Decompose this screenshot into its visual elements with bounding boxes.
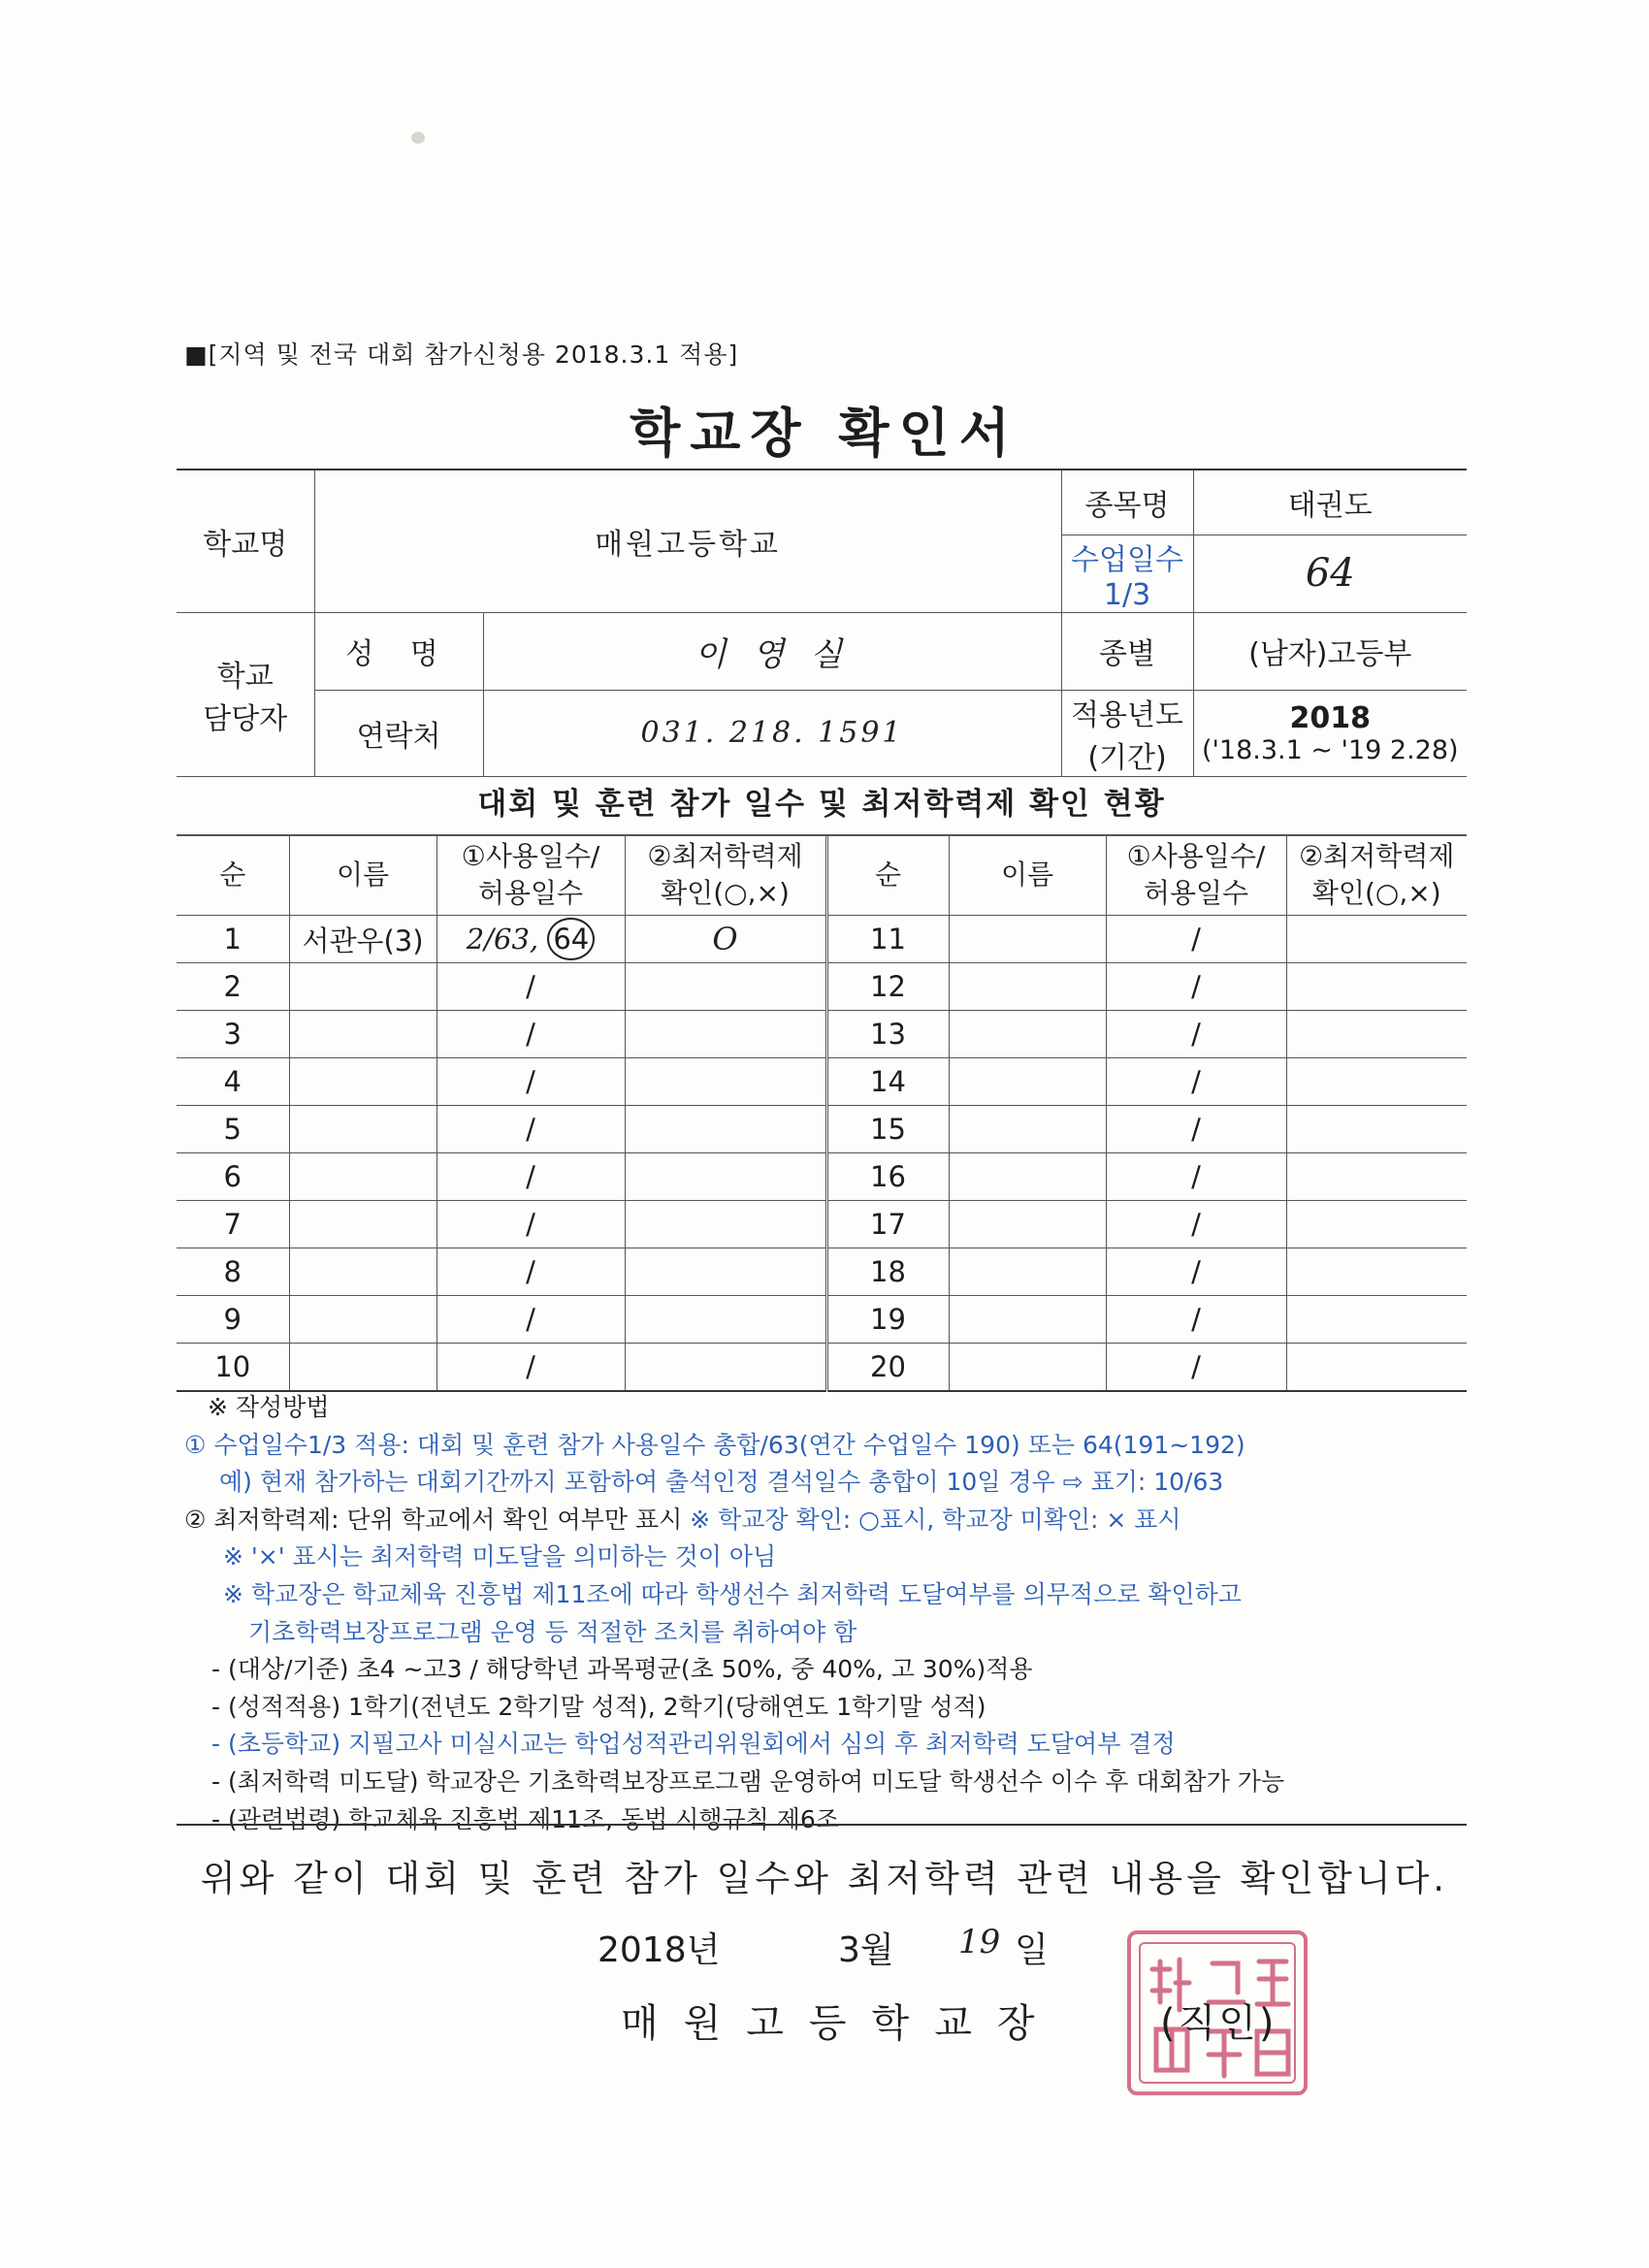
guide-detail-grades: - (성적적용) 1학기(전년도 2학기말 성적), 2학기(당해연도 1학기말 성적) <box>211 1692 986 1721</box>
min-academic-check <box>625 1011 826 1058</box>
table-row <box>177 1153 1467 1201</box>
days-used: / <box>436 1153 625 1201</box>
athlete-name <box>949 1011 1106 1058</box>
days-used: / <box>436 963 625 1011</box>
days-used: / <box>1106 916 1286 963</box>
row-number: 12 <box>826 963 949 1011</box>
row-number: 2 <box>177 963 289 1011</box>
row-number: 11 <box>826 916 949 963</box>
row-number: 20 <box>826 1344 949 1392</box>
date-year: 2018년 <box>598 1930 721 1970</box>
school-value: 매원고등학교 <box>314 470 1061 612</box>
athlete-name <box>949 1106 1106 1153</box>
guide-detail-target: - (대상/기준) 초4 ~고3 / 해당학년 과목평균(초 50%, 중 40%, 고 30%)적용 <box>211 1655 1033 1684</box>
row-number: 17 <box>826 1201 949 1248</box>
row-number: 5 <box>177 1106 289 1153</box>
days-used: / <box>436 1058 625 1106</box>
paper-speck <box>411 132 425 144</box>
table-row <box>177 1011 1467 1058</box>
min-academic-check <box>625 1153 826 1201</box>
info-table <box>177 469 1467 777</box>
athlete-name <box>949 1153 1106 1201</box>
guide-item-1-example: 예) 현재 참가하는 대회기간까지 포함하여 출석인정 결석일수 총합이 10일 경우 ⇨ 표기: 10/63 <box>219 1468 1224 1497</box>
table-row <box>177 1058 1467 1106</box>
status-heading: 대회 및 훈련 참가 일수 및 최저학력제 확인 현황 <box>177 774 1467 836</box>
athlete-name <box>949 963 1106 1011</box>
min-academic-check <box>625 1248 826 1296</box>
athlete-name <box>949 916 1106 963</box>
min-academic-check <box>1286 1344 1467 1392</box>
days-used: / <box>436 1296 625 1344</box>
event-value: 태권도 <box>1193 470 1467 535</box>
days-used: / <box>1106 1058 1286 1106</box>
guide-item-2: ② 최저학력제: 단위 학교에서 확인 여부만 표시 ※ 학교장 확인: ○표시, 학교장 미확인: × 표시 <box>184 1505 1181 1534</box>
writing-guide <box>184 1389 1474 1838</box>
min-academic-check <box>625 1344 826 1392</box>
athlete-name: 서관우(3) <box>289 916 436 963</box>
athlete-name <box>289 1058 436 1106</box>
days-used: / <box>1106 1201 1286 1248</box>
row-number: 16 <box>826 1153 949 1201</box>
days-used: / <box>1106 1344 1286 1392</box>
row-number: 18 <box>826 1248 949 1296</box>
principal-title: 매원고등학교장 <box>621 2001 1060 2046</box>
min-academic-check <box>1286 1296 1467 1344</box>
min-academic-check <box>1286 1058 1467 1106</box>
divider <box>177 1824 1467 1826</box>
table-row <box>177 1201 1467 1248</box>
min-academic-check <box>1286 963 1467 1011</box>
name-value: 이 영 실 <box>483 612 1061 690</box>
min-academic-check <box>625 1296 826 1344</box>
days-used: / <box>436 1248 625 1296</box>
days-used: / <box>1106 1248 1286 1296</box>
min-academic-check <box>1286 1201 1467 1248</box>
row-number: 19 <box>826 1296 949 1344</box>
header-days: ①사용일수/ 허용일수 <box>1106 835 1286 916</box>
days-used: / <box>1106 1106 1286 1153</box>
min-academic-check <box>1286 916 1467 963</box>
guide-detail-unmet: - (최저학력 미도달) 학교장은 기초학력보장프로그램 운영하여 미도달 학생선수 이수 후 대회참가 가능 <box>211 1766 1285 1796</box>
header-name: 이름 <box>289 835 436 916</box>
table-row <box>177 916 1467 963</box>
min-academic-check <box>1286 1153 1467 1201</box>
header-note: ■[지역 및 전국 대회 참가신청용 2018.3.1 적용] <box>184 340 739 369</box>
header-days: ①사용일수/ 허용일수 <box>436 835 625 916</box>
guide-item-2-note-b-cont: 기초학력보장프로그램 운영 등 적절한 조치를 취하여야 함 <box>248 1617 857 1646</box>
school-label: 학교명 <box>177 470 314 612</box>
header-no: 순 <box>826 835 949 916</box>
athlete-name <box>289 1344 436 1392</box>
days-used: / <box>436 1106 625 1153</box>
athlete-name <box>949 1248 1106 1296</box>
row-number: 1 <box>177 916 289 963</box>
row-number: 15 <box>826 1106 949 1153</box>
class-days-value: 64 <box>1193 535 1467 612</box>
row-number: 4 <box>177 1058 289 1106</box>
athlete-name <box>289 1153 436 1201</box>
row-number: 3 <box>177 1011 289 1058</box>
header-check: ②최저학력제 확인(○,×) <box>1286 835 1467 916</box>
class-days-label: 수업일수 1/3 <box>1061 535 1193 612</box>
header-no: 순 <box>177 835 289 916</box>
athlete-name <box>949 1201 1106 1248</box>
guide-item-2-note-b: ※ 학교장은 학교체육 진흥법 제11조에 따라 학생선수 최저학력 도달여부를 의무적으로 확인하고 <box>223 1579 1242 1608</box>
table-row <box>177 1248 1467 1296</box>
athlete-name <box>949 1344 1106 1392</box>
days-used: / <box>1106 1296 1286 1344</box>
date-day-unit: 일 <box>1015 1930 1049 1970</box>
row-number: 10 <box>177 1344 289 1392</box>
contact-value: 031. 218. 1591 <box>483 690 1061 776</box>
days-used: / <box>436 1344 625 1392</box>
days-used: / <box>436 1011 625 1058</box>
row-number: 7 <box>177 1201 289 1248</box>
min-academic-check <box>625 963 826 1011</box>
athlete-name <box>289 1106 436 1153</box>
guide-detail-law: - (관련법령) 학교체육 진흥법 제11조, 동법 시행규칙 제6조 <box>211 1804 839 1833</box>
table-row <box>177 963 1467 1011</box>
days-used: / <box>1106 1011 1286 1058</box>
date-month: 3월 <box>838 1930 894 1970</box>
days-used: / <box>1106 1153 1286 1201</box>
roster-table <box>177 834 1467 1392</box>
row-number: 14 <box>826 1058 949 1106</box>
athlete-name <box>289 1011 436 1058</box>
min-academic-check <box>1286 1248 1467 1296</box>
header-check: ②최저학력제 확인(○,×) <box>625 835 826 916</box>
min-academic-check <box>625 1106 826 1153</box>
min-academic-check <box>1286 1106 1467 1153</box>
table-row <box>177 1344 1467 1392</box>
row-number: 8 <box>177 1248 289 1296</box>
year-value: 2018 ('18.3.1 ~ '19 2.28) <box>1193 690 1467 776</box>
guide-item-2-note-a: ※ '×' 표시는 최저학력 미도달을 의미하는 것이 아님 <box>223 1542 777 1571</box>
guide-detail-elementary: - (초등학교) 지필고사 미실시교는 학업성적관리위원회에서 심의 후 최저학력 도달여부 결정 <box>211 1730 1176 1759</box>
row-number: 6 <box>177 1153 289 1201</box>
athlete-name <box>289 963 436 1011</box>
division-label: 종별 <box>1061 612 1193 690</box>
date-day-value: 19 <box>958 1923 1001 1961</box>
table-row <box>177 1106 1467 1153</box>
athlete-name <box>289 1201 436 1248</box>
min-academic-check <box>625 1201 826 1248</box>
row-number: 9 <box>177 1296 289 1344</box>
confirmation-statement: 위와 같이 대회 및 훈련 참가 일수와 최저학력 관련 내용을 확인합니다. <box>200 1858 1449 1899</box>
guide-heading: ※ 작성방법 <box>208 1393 330 1421</box>
official-seal-label: (직인) <box>1160 2001 1277 2046</box>
row-number: 13 <box>826 1011 949 1058</box>
days-used: 2/63, 64 <box>436 916 625 963</box>
division-value: (남자)고등부 <box>1193 612 1467 690</box>
header-name: 이름 <box>949 835 1106 916</box>
name-label: 성 명 <box>314 612 483 690</box>
contact-label: 연락처 <box>314 690 483 776</box>
event-label: 종목명 <box>1061 470 1193 535</box>
min-academic-check <box>625 1058 826 1106</box>
athlete-name <box>289 1296 436 1344</box>
year-label: 적용년도 (기간) <box>1061 690 1193 776</box>
min-academic-check <box>1286 1011 1467 1058</box>
staff-label: 학교 담당자 <box>177 612 314 776</box>
guide-item-1: ① 수업일수1/3 적용: 대회 및 훈련 참가 사용일수 총합/63(연간 수업일수 190) 또는 64(191~192) <box>184 1430 1245 1459</box>
days-used: / <box>436 1201 625 1248</box>
athlete-name <box>289 1248 436 1296</box>
table-row <box>177 1296 1467 1344</box>
circled-allowed-days: 64 <box>547 918 595 960</box>
days-used: / <box>1106 963 1286 1011</box>
min-academic-check: O <box>625 916 826 963</box>
athlete-name <box>949 1296 1106 1344</box>
document-title: 학교장 확인서 <box>630 403 1019 464</box>
athlete-name <box>949 1058 1106 1106</box>
